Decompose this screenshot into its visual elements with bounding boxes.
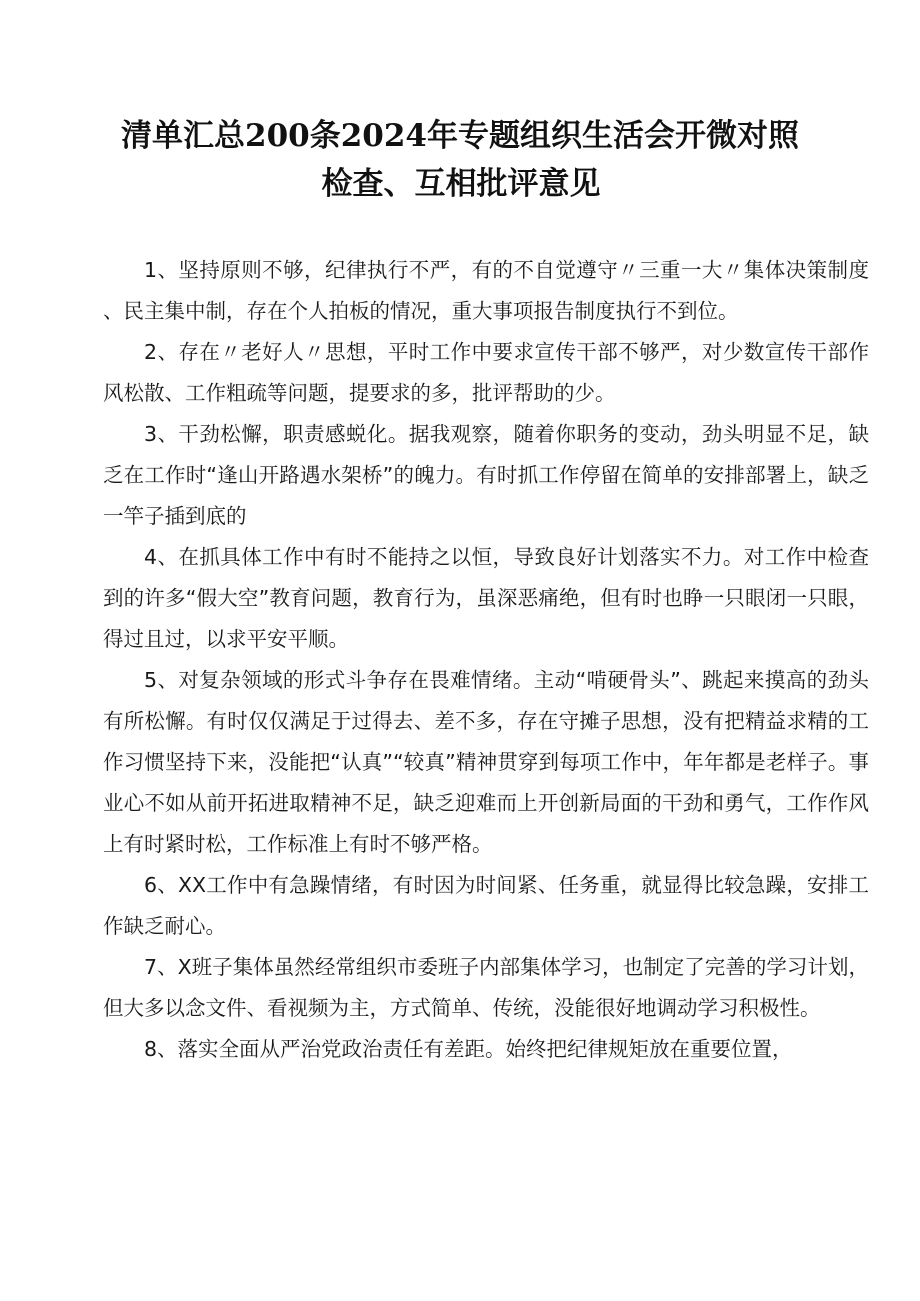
paragraph-8: 8、落实全面从严治党政治责任有差距。始终把纪律规矩放在重要位置， <box>144 1037 793 1061</box>
document-body <box>103 250 869 1070</box>
document-title <box>0 112 920 208</box>
title-line-2: 检查、互相批评意见 <box>321 166 601 202</box>
paragraph-4: 4、在抓具体工作中有时不能持之以恒，导致良好计划落实不力。对工作中检查到的许多“假大空”教育问题，教育行为，虽深恶痛绝，但有时也睁一只眼闭一只眼，得过且过，以求平安平顺。 <box>103 545 869 651</box>
paragraph-3: 3、干劲松懈，职责感蜕化。据我观察，随着你职务的变动，劲头明显不足，缺乏在工作时“逢山开路遇水架桥”的魄力。有时抓工作停留在简单的安排部署上，缺乏一竿子插到底的 <box>103 422 869 528</box>
paragraph-1: 1、坚持原则不够，纪律执行不严，有的不自觉遵守〃三重一大〃集体决策制度、民主集中制，存在个人拍板的情况，重大事项报告制度执行不到位。 <box>103 258 869 323</box>
title-line-1: 清单汇总200条2024年专题组织生活会开微对照 <box>121 118 799 154</box>
paragraph-5: 5、对复杂领域的形式斗争存在畏难情绪。主动“啃硬骨头”、跳起来摸高的劲头有所松懈。有时仅仅满足于过得去、差不多，存在守摊子思想，没有把精益求精的工作习惯坚持下来，没能把“认真”“较真”精神贯穿到每项工作中，年年都是老样子。事业心不如从前开拓进取精神不足，缺乏迎难而上开创新局面的干劲和勇气，工作作风上有时紧时松，工作标准上有时不够严格。 <box>103 668 869 856</box>
paragraph-6: 6、XX工作中有急躁情绪，有时因为时间紧、任务重，就显得比较急躁，安排工作缺乏耐心。 <box>103 873 869 938</box>
paragraph-7: 7、X班子集体虽然经常组织市委班子内部集体学习，也制定了完善的学习计划，但大多以念文件、看视频为主，方式简单、传统，没能很好地调动学习积极性。 <box>103 955 869 1020</box>
paragraph-2: 2、存在〃老好人〃思想，平时工作中要求宣传干部不够严，对少数宣传干部作风松散、工作粗疏等问题，提要求的多，批评帮助的少。 <box>103 340 869 405</box>
